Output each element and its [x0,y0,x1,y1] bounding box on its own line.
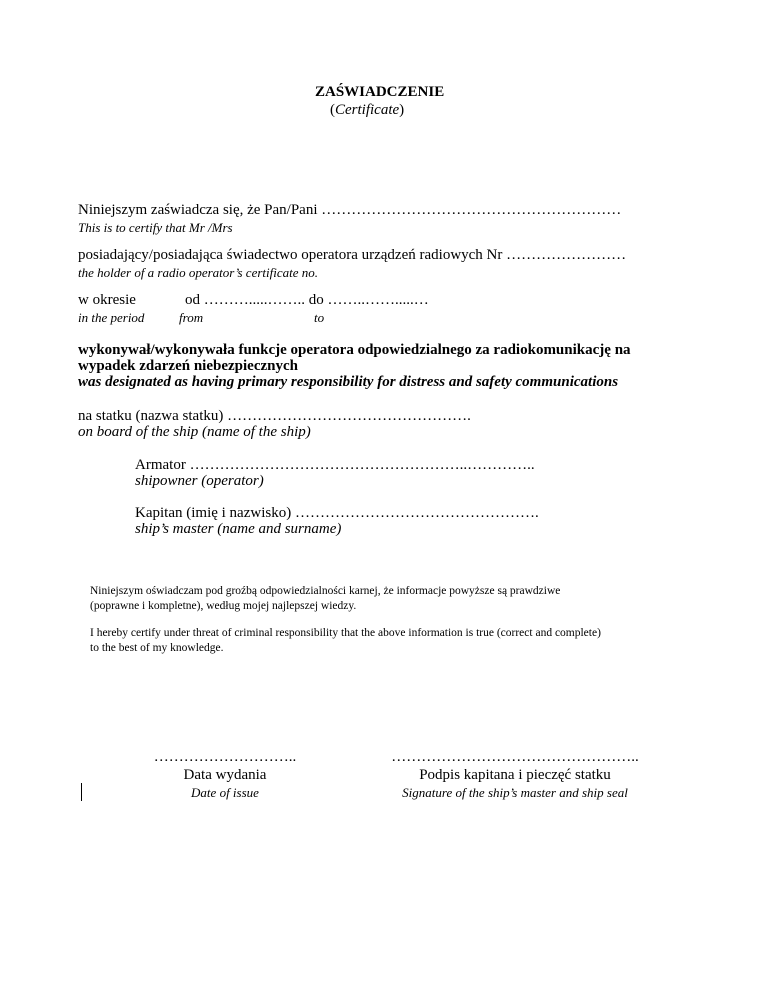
certify-line-en: This is to certify that Mr /Mrs [78,220,233,235]
ship-line-en: on board of the ship (name of the ship) [78,424,311,440]
period-from-en: from [179,310,204,325]
period-label-pl: w okresie [78,292,136,308]
signature-label-pl: Podpis kapitana i pieczęć statku [419,767,611,783]
master-line-en: ship’s master (name and surname) [135,521,342,537]
holder-line-en: the holder of a radio operator’s certificate no. [78,265,318,280]
holder-line-pl: posiadający/posiadająca świadectwo operatora urządzeń radiowych Nr …………………… [78,247,627,263]
period-label-en: in the period [78,310,145,325]
owner-line-en: shipowner (operator) [135,473,264,489]
declaration-line1-pl: Niniejszym oświadczam pod groźbą odpowiedzialności karnej, że informacje powyższe są prawdziwe [90,585,561,597]
certify-line-pl: Niniejszym zaświadcza się, że Pan/Pani …………………………………………………… [78,202,622,218]
period-to-en: to [314,310,325,325]
master-line-pl: Kapitan (imię i nazwisko) …………………………………………. [135,505,539,521]
ship-line-pl: na statku (nazwa statku) …………………………………………. [78,408,471,424]
margin-change-bar [81,783,82,801]
owner-line-pl: Armator ………………………………………………..………….. [135,457,535,473]
duty-line1-pl: wykonywał/wykonywała funkcje operatora odpowiedzialnego za radiokomunikację na [78,342,631,358]
date-label-pl: Data wydania [183,767,267,783]
signature-label-en: Signature of the ship’s master and ship seal [402,785,628,800]
declaration-line2-pl: (poprawne i kompletne), według mojej najlepszej wiedzy. [90,600,357,612]
document-title: ZAŚWIADCZENIE [315,84,445,100]
declaration-line2-en: to the best of my knowledge. [90,642,224,654]
duty-line2-pl: wypadek zdarzeń niebezpiecznych [78,358,298,374]
duty-line-en: was designated as having primary responsibility for distress and safety communications [78,374,619,390]
date-dots: ……………………….. [153,749,297,765]
declaration-line1-en: I hereby certify under threat of criminal responsibility that the above information is true (correct and complete) [90,627,601,639]
period-range-pl: od ……….....…….. do ……..…….....… [185,292,429,308]
document-subtitle: (Certificate) [330,102,405,118]
date-label-en: Date of issue [191,785,259,800]
signature-dots: ………………………………………….. [391,749,639,765]
